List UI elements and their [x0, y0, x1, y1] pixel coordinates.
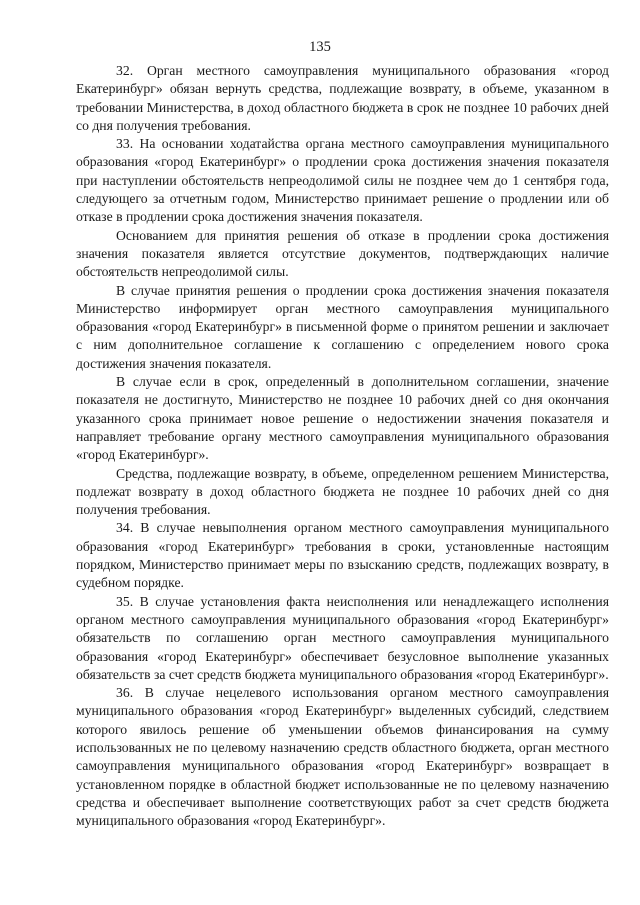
page-number: 135 — [309, 39, 331, 55]
paragraph-refusal-grounds: Основанием для принятия решения об отказе в продлении срока достижения значения показателя является отсутствие документов, подтверждающих наличие обстоятельств непреодолимой силы. — [76, 227, 609, 280]
paragraph-item-36: 36. В случае нецелевого использования органом местного самоуправления муниципального образования «город Екатеринбург» выделенных субсидий, следствием которого явилось решение об уменьшении объемов финансирования на сумму использованных не по целевому назначению средств областного бюджета, орган местного самоуправления муниципального образования «город Екатеринбург» возвращает в установленном порядке в областной бюджет использованные не по целевому назначению средства и обеспечивает выполнение соответствующих работ за счет средств бюджета муниципального образования «город Екатеринбург». — [76, 685, 609, 829]
paragraph-item-35: 35. В случае установления факта неисполнения или ненадлежащего исполнения органом местного самоуправления муниципального образования «город Екатеринбург» обязательств по соглашению орган местного самоуправления муниципального образования «город Екатеринбург» обеспечивает безусловное выполнение указанных обязательств за счет средств бюджета муниципального образования «город Екатеринбург». — [76, 593, 609, 682]
paragraph-item-32: 32. Орган местного самоуправления муниципального образования «город Екатеринбург» обязан вернуть средства, подлежащие возврату, в объеме, указанном в требовании Министерства, в доход областного бюджета в срок не позднее 10 рабочих дней со дня получения требования. — [76, 63, 609, 133]
paragraph-item-34: 34. В случае невыполнения органом местного самоуправления муниципального образования «город Екатеринбург» требования в сроки, установленные настоящим порядком, Министерство принимает меры по взысканию средств, подлежащих возврату, в судебном порядке. — [76, 520, 609, 591]
paragraph-not-achieved: В случае если в срок, определенный в дополнительном соглашении, значение показателя не достигнуто, Министерство не позднее 10 рабочих дней со дня окончания указанного срока принимает новое решение о недостижении значения показателя и направляет требование органу местного самоуправления муниципального образования «город Екатеринбург». — [76, 374, 609, 463]
paragraph-extension-decision: В случае принятия решения о продлении срока достижения значения показателя Министерство информирует орган местного самоуправления муниципального образования «город Екатеринбург» в письменной форме о принятом решении и заключает с ним дополнительное соглашение к соглашению с определением нового срока достижения значения показателя. — [76, 282, 609, 371]
document-body — [76, 62, 609, 830]
paragraph-item-33: 33. На основании ходатайства органа местного самоуправления муниципального образования «город Екатеринбург» о продлении срока достижения значения показателя при наступлении обстоятельств непреодолимой силы не позднее чем до 1 сентября года, следующего за отчетным годом, Министерство принимает решение о продлении или об отказе в продлении срока достижения значения показателя. — [76, 136, 609, 225]
paragraph-funds-return: Средства, подлежащие возврату, в объеме, определенном решением Министерства, подлежат возврату в доход областного бюджета не позднее 10 рабочих дней со дня получения требования. — [76, 465, 609, 518]
